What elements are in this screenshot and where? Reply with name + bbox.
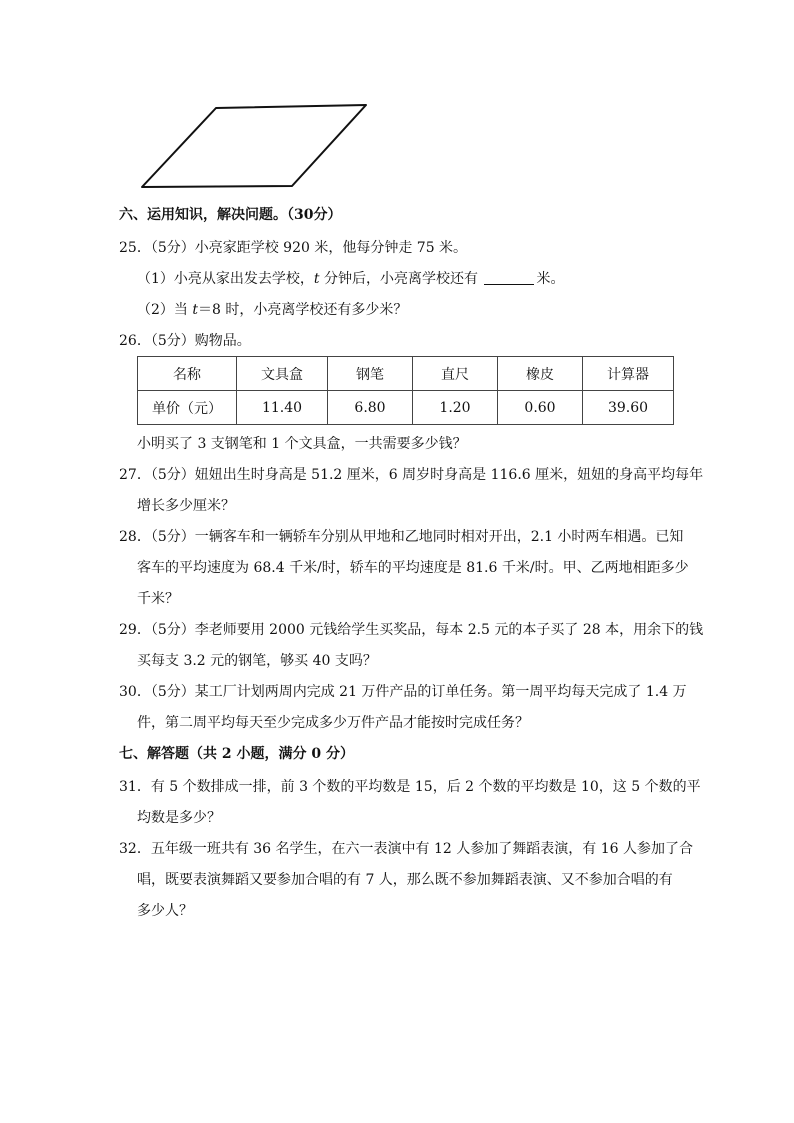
q25-part1-post: 米。 xyxy=(536,271,565,287)
q25-stem: 25．（5分）小亮家距学校 920 米，他每分钟走 75 米。 xyxy=(119,240,468,256)
q25-part2-pre: （2）当 xyxy=(137,302,193,318)
q27-line2: 增长多少厘米？ xyxy=(137,498,235,514)
section7-title: 七、解答题（共 2 小题，满分 0 分） xyxy=(119,746,354,762)
q25-part2 xyxy=(137,300,407,320)
q29-line1: 29．（5分）李老师要用 2000 元钱给学生买奖品，每本 2.5 元的本子买了 28 本，用余下的钱 xyxy=(119,622,704,638)
table-header-row xyxy=(138,357,674,391)
q31-line2: 均数是多少？ xyxy=(137,810,221,826)
table-cell: 1.20 xyxy=(413,391,498,425)
q26-stem: 26．（5分）购物品。 xyxy=(119,333,251,349)
q27-line1: 27．（5分）妞妞出生时身高是 51.2 厘米，6 周岁时身高是 116.6 厘米，妞妞的身高平均每年 xyxy=(119,467,704,483)
q30-line2: 件，第二周平均每天至少完成多少万件产品才能按时完成任务？ xyxy=(137,715,529,731)
q25-part1-var: t xyxy=(313,271,320,287)
parallelogram-figure xyxy=(130,95,380,195)
q28-line3: 千米？ xyxy=(137,591,179,607)
q28-line1: 28．（5分）一辆客车和一辆轿车分别从甲地和乙地同时相对开出，2.1 小时两车相遇。已知 xyxy=(119,529,684,545)
table-cell: 文具盒 xyxy=(237,357,328,391)
q32-line1: 32．五年级一班共有 36 名学生，在六一表演中有 12 人参加了舞蹈表演，有 16 人参加了合 xyxy=(119,841,693,857)
q29-line2: 买每支 3.2 元的钢笔，够买 40 支吗？ xyxy=(137,653,377,669)
table-cell: 名称 xyxy=(138,357,237,391)
q25-part1-pre: （1）小亮从家出发去学校， xyxy=(137,271,314,287)
table-cell: 单价（元） xyxy=(138,391,237,425)
table-cell: 钢笔 xyxy=(328,357,413,391)
table-cell: 6.80 xyxy=(328,391,413,425)
q28-line2: 客车的平均速度为 68.4 千米/时，轿车的平均速度是 81.6 千米/时。甲、乙两地相距多少 xyxy=(137,560,689,576)
table-cell: 橡皮 xyxy=(498,357,583,391)
answer-blank[interactable] xyxy=(484,270,534,285)
q32-line3: 多少人？ xyxy=(137,903,193,919)
section6-title: 六、运用知识，解决问题。（30分） xyxy=(119,207,342,223)
table-cell: 0.60 xyxy=(498,391,583,425)
q30-line1: 30．（5分）某工厂计划两周内完成 21 万件产品的订单任务。第一周平均每天完成了 1.4 万 xyxy=(119,684,687,700)
q31-line1: 31．有 5 个数排成一排，前 3 个数的平均数是 15，后 2 个数的平均数是 10，这 5 个数的平 xyxy=(119,779,701,795)
q25-part1 xyxy=(137,269,564,289)
q25-part1-mid: 分钟后，小亮离学校还有 xyxy=(319,271,483,287)
price-table xyxy=(137,356,674,425)
table-cell: 直尺 xyxy=(413,357,498,391)
table-cell: 39.60 xyxy=(583,391,674,425)
q25-part2-var: t xyxy=(192,302,198,318)
table-row xyxy=(138,391,674,425)
table-cell: 计算器 xyxy=(583,357,674,391)
q25-part2-post: ＝8 时，小亮离学校还有多少米？ xyxy=(198,302,408,318)
q32-line2: 唱，既要表演舞蹈又要参加合唱的有 7 人，那么既不参加舞蹈表演、又不参加合唱的有 xyxy=(137,872,673,888)
q26-question: 小明买了 3 支钢笔和 1 个文具盒，一共需要多少钱？ xyxy=(137,436,467,452)
table-cell: 11.40 xyxy=(237,391,328,425)
